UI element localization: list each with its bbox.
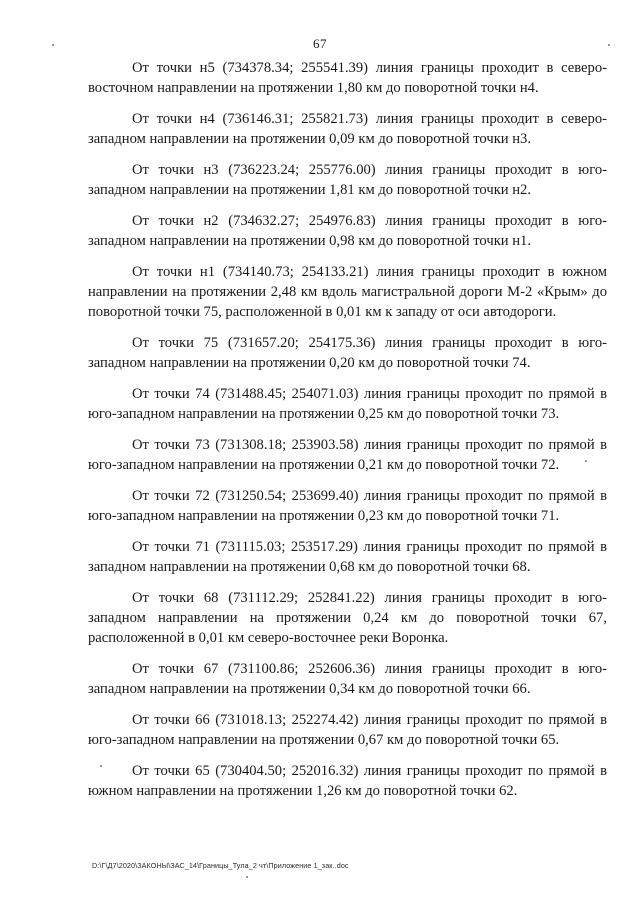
paragraph-point-n3: От точки н3 (736223.24; 255776.00) линия границы проходит в юго-западном направлении на протяжении 1,81 км до поворотной точки н2.: [88, 162, 607, 198]
paragraph-point-71: От точки 71 (731115.03; 253517.29) линия границы проходит по прямой в западном направлении на протяжении 0,68 км до поворотной точки 68.: [88, 539, 607, 575]
paragraph-point-73: От точки 73 (731308.18; 253903.58) линия границы проходит по прямой в юго-западном направлении на протяжении 0,21 км до поворотной точки 72.: [88, 437, 607, 473]
paragraph-point-72: От точки 72 (731250.54; 253699.40) линия границы проходит по прямой в юго-западном направлении на протяжении 0,23 км до поворотной точки 71.: [88, 488, 607, 524]
paragraph-point-68: От точки 68 (731112.29; 252841.22) линия границы проходит в юго-западном направлении на протяжении 0,24 км до поворотной точки 67, расположенной в 0,01 км северо-восточнее реки Воронка.: [88, 590, 607, 646]
paragraph-point-74: От точки 74 (731488.45; 254071.03) линия границы проходит по прямой в юго-западном направлении на протяжении 0,25 км до поворотной точки 73.: [88, 386, 607, 422]
paragraph-point-n2: От точки н2 (734632.27; 254976.83) линия границы проходит в юго-западном направлении на протяжении 0,98 км до поворотной точки н1.: [88, 213, 607, 249]
paragraph-point-66: От точки 66 (731018.13; 252274.42) линия границы проходит по прямой в юго-западном направлении на протяжении 0,67 км до поворотной точки 65.: [88, 712, 607, 748]
paragraph-point-67: От точки 67 (731100.86; 252606.36) линия границы проходит в юго-западном направлении на протяжении 0,34 км до поворотной точки 66.: [88, 661, 607, 697]
scan-speck: [100, 765, 102, 767]
paragraph-point-65: От точки 65 (730404.50; 252016.32) линия границы проходит по прямой в южном направлении на протяжении 1,26 км до поворотной точки 62.: [88, 763, 607, 799]
scan-speck: [585, 460, 587, 462]
paragraph-point-75: От точки 75 (731657.20; 254175.36) линия границы проходит в юго-западном направлении на протяжении 0,20 км до поворотной точки 74.: [88, 335, 607, 371]
footer-file-path: D:\Г\Д7\2020\ЗАКОНЫ\ЗАС_14\Границы_Тула_2 чт\Приложение 1_зак..doc: [92, 861, 349, 870]
page-number: 67: [313, 36, 327, 51]
paragraph-point-n4: От точки н4 (736146.31; 255821.73) линия границы проходит в северо-западном направлении на протяжении 0,09 км до поворотной точки н3.: [88, 111, 607, 147]
scan-speck: [246, 876, 248, 878]
scan-speck: [52, 44, 54, 46]
paragraph-point-n1: От точки н1 (734140.73; 254133.21) линия границы проходит в южном направлении на протяжении 2,48 км вдоль магистральной дороги М-2 «Крым» до поворотной точки 75, расположенной в 0,01 км к западу от оси автодороги.: [88, 264, 607, 320]
paragraph-point-n5: От точки н5 (734378.34; 255541.39) линия границы проходит в северо-восточном направлении на протяжении 1,80 км до поворотной точки н4.: [88, 60, 607, 96]
scan-speck: [608, 44, 610, 46]
